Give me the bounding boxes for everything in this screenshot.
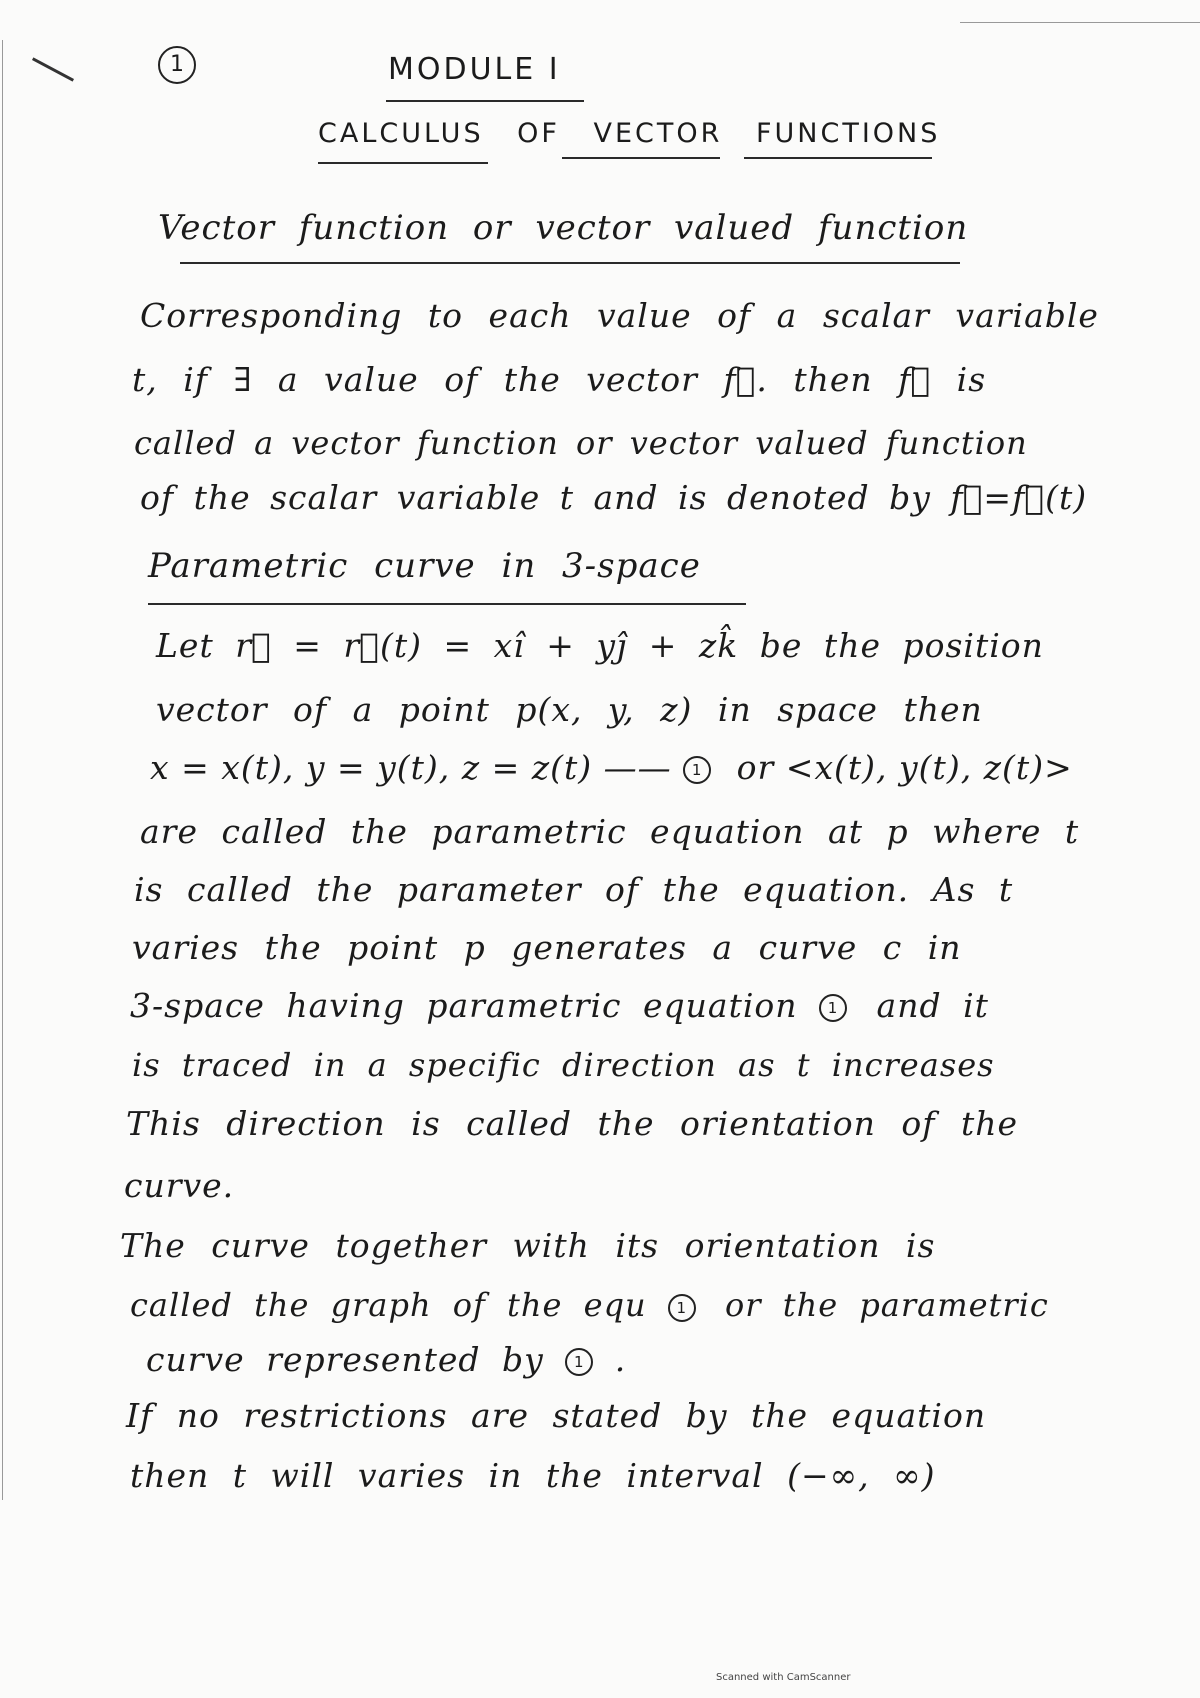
parametric-equation-line xyxy=(150,748,1073,787)
text-line: then t will varies in the interval (−∞, ∞) xyxy=(130,1456,936,1495)
module-underline xyxy=(386,100,584,102)
text-line: This direction is called the orientation of the xyxy=(126,1104,1019,1143)
module-heading: MODULE I xyxy=(388,52,561,87)
text-line: t, if ∃ a value of the vector f⃗. then f⃗ is xyxy=(132,360,987,399)
text-line: vector of a point p(x, y, z) in space then xyxy=(156,690,983,729)
text-line: curve. xyxy=(124,1166,235,1205)
text-line-tail: and it xyxy=(876,986,989,1025)
text-line: is traced in a specific direction as t increases xyxy=(132,1046,995,1084)
text-line: If no restrictions are stated by the equation xyxy=(126,1396,987,1435)
graph-line-3 xyxy=(146,1340,626,1379)
section-underline-parametric-curve xyxy=(148,603,746,605)
section-heading-vector-function: Vector function or vector valued function xyxy=(158,208,969,248)
text-line: varies the point p generates a curve c in xyxy=(132,928,962,967)
graph-line-2 xyxy=(130,1286,1049,1324)
text-line-tail: or the parametric xyxy=(725,1286,1049,1324)
text-line: called a vector function or vector valued function xyxy=(134,424,1028,462)
text-line: called the graph of the equ xyxy=(130,1286,647,1324)
section-underline-vector-function xyxy=(180,262,960,264)
scan-edge-left xyxy=(2,40,3,1500)
text-line: is called the parameter of the equation. As t xyxy=(134,870,1014,909)
text-line: 3-space having parametric equation xyxy=(130,986,798,1025)
equation-number-marker: 1 xyxy=(565,1348,593,1376)
text-line: Let r⃗ = r⃗(t) = xî + yĵ + zk̂ be the position xyxy=(156,626,1044,665)
section-heading-parametric-curve: Parametric curve in 3-space xyxy=(148,546,701,586)
title-underline-1 xyxy=(318,162,488,164)
parametric-equation-alt: or <x(t), y(t), z(t)> xyxy=(736,748,1073,787)
pen-mark xyxy=(32,57,74,81)
text-line: are called the parametric equation at p where t xyxy=(140,812,1080,851)
scanner-footer: Scanned with CamScanner xyxy=(716,1672,851,1683)
text-line: of the scalar variable t and is denoted by f⃗=f⃗(t) xyxy=(140,478,1088,517)
scan-edge-top xyxy=(960,22,1200,23)
text-line-tail: . xyxy=(614,1340,627,1379)
page-number: 1 xyxy=(158,46,196,84)
text-line: The curve together with its orientation is xyxy=(120,1226,936,1265)
title-underline-3 xyxy=(744,157,932,159)
equation-number-marker: 1 xyxy=(819,994,847,1022)
equation-number-marker: 1 xyxy=(683,756,711,784)
parametric-line-with-ref xyxy=(130,986,989,1025)
title-underline-2 xyxy=(562,157,720,159)
equation-number-marker: 1 xyxy=(668,1294,696,1322)
page-title: CALCULUS OF VECTOR FUNCTIONS xyxy=(318,118,941,149)
text-line: Corresponding to each value of a scalar variable xyxy=(140,296,1099,335)
parametric-equation: x = x(t), y = y(t), z = z(t) —— xyxy=(150,748,672,787)
text-line: curve represented by xyxy=(146,1340,544,1379)
